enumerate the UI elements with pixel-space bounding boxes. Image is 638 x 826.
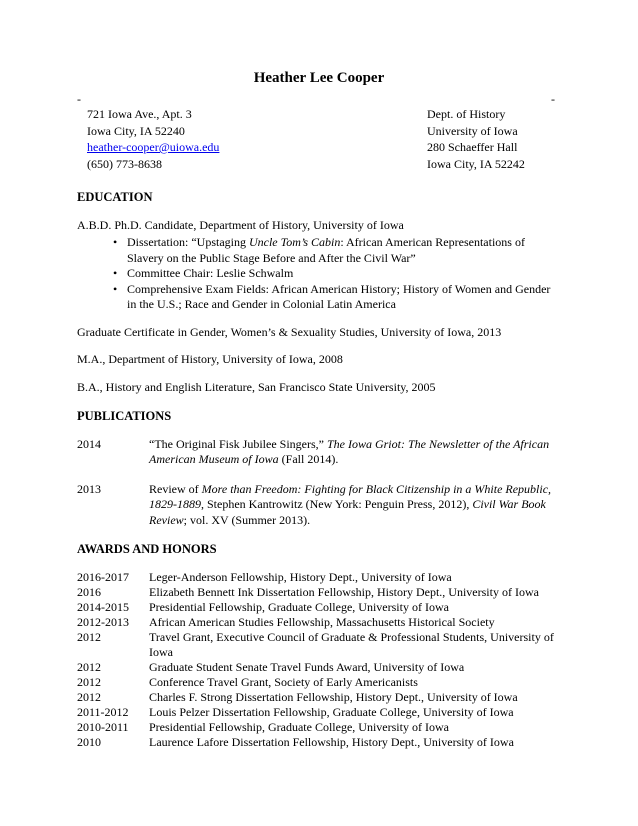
publication-text: Review of More than Freedom: Fighting for Black Citizenship in a White Republic, 1829-1889, Stephen Kantrowitz (New York: Penguin Press, 2012), Civil War Book Review; vol. XV (Summer 2013). xyxy=(149,481,552,527)
publication-row xyxy=(77,482,557,529)
award-row xyxy=(77,570,557,585)
certificate-entry: Graduate Certificate in Gender, Women’s & Sexuality Studies, University of Iowa, 2013 xyxy=(77,324,502,339)
award-row xyxy=(77,705,557,720)
award-year: 2012-2013 xyxy=(77,614,129,629)
award-row xyxy=(77,675,557,690)
award-row xyxy=(77,630,557,660)
office-city: Iowa City, IA 52242 xyxy=(427,156,525,171)
award-row xyxy=(77,660,557,675)
award-text: Louis Pelzer Dissertation Fellowship, Graduate College, University of Iowa xyxy=(149,704,514,719)
award-text: Leger-Anderson Fellowship, History Dept., University of Iowa xyxy=(149,569,452,584)
awards-heading: AWARDS AND HONORS xyxy=(77,542,217,556)
award-text: Graduate Student Senate Travel Funds Award, University of Iowa xyxy=(149,659,465,674)
award-year: 2012 xyxy=(77,674,101,689)
phd-entry: A.B.D. Ph.D. Candidate, Department of History, University of Iowa xyxy=(77,217,404,232)
phone-number: (650) 773-8638 xyxy=(87,156,162,171)
left-header-mark: - xyxy=(77,92,81,106)
home-street: 721 Iowa Ave., Apt. 3 xyxy=(87,107,192,121)
ba-entry: B.A., History and English Literature, San Francisco State University, 2005 xyxy=(77,379,436,394)
publication-year: 2013 xyxy=(77,481,101,496)
award-year: 2011-2012 xyxy=(77,704,129,719)
award-year: 2012 xyxy=(77,629,101,644)
award-row xyxy=(77,615,557,630)
office-university: University of Iowa xyxy=(427,123,518,138)
award-row xyxy=(77,735,557,750)
cv-body xyxy=(77,190,557,750)
award-row xyxy=(77,585,557,600)
award-text: Conference Travel Grant, Society of Early Americanists xyxy=(149,674,418,689)
award-year: 2016-2017 xyxy=(77,569,129,584)
award-year: 2014-2015 xyxy=(77,599,129,614)
home-address-block xyxy=(87,106,219,172)
office-address-block xyxy=(427,106,525,172)
office-hall: 280 Schaeffer Hall xyxy=(427,140,518,154)
award-row xyxy=(77,600,557,615)
award-year: 2016 xyxy=(77,584,101,599)
award-text: Elizabeth Bennett Ink Dissertation Fellowship, History Dept., University of Iowa xyxy=(149,584,539,599)
award-text: Laurence Lafore Dissertation Fellowship, History Dept., University of Iowa xyxy=(149,734,514,749)
cv-name: Heather Lee Cooper xyxy=(253,70,385,86)
exam-fields-item: • Comprehensive Exam Fields: African American History; History of Women and Gender in the U.S.; Race and Gender in Colonial Latin America xyxy=(127,282,557,313)
publications-heading: PUBLICATIONS xyxy=(77,409,172,423)
award-year: 2010 xyxy=(77,734,101,749)
award-row xyxy=(77,690,557,705)
office-dept: Dept. of History xyxy=(427,107,506,121)
award-text: Presidential Fellowship, Graduate College, University of Iowa xyxy=(149,599,449,614)
award-year: 2012 xyxy=(77,659,101,674)
committee-chair-item: • Committee Chair: Leslie Schwalm xyxy=(127,266,557,282)
dissertation-item: • Dissertation: “Upstaging Uncle Tom’s Cabin: African American Representations of Slavery on the Public Stage Before and After the Civil War” xyxy=(127,235,557,266)
award-text: Presidential Fellowship, Graduate College, University of Iowa xyxy=(149,719,449,734)
award-row xyxy=(77,720,557,735)
phd-details-list xyxy=(77,235,557,313)
award-text: Travel Grant, Executive Council of Graduate & Professional Students, University of Iowa xyxy=(149,629,554,659)
ma-entry: M.A., Department of History, University of Iowa, 2008 xyxy=(77,352,343,366)
publication-text: “The Original Fisk Jubilee Singers,” The Iowa Griot: The Newsletter of the African American Museum of Iowa (Fall 2014). xyxy=(149,436,550,466)
publication-row xyxy=(77,437,557,468)
award-text: African American Studies Fellowship, Massachusetts Historical Society xyxy=(149,614,495,629)
dissertation-title-italic: Uncle Tom’s Cabin xyxy=(248,235,341,249)
home-city: Iowa City, IA 52240 xyxy=(87,123,185,138)
award-year: 2010-2011 xyxy=(77,719,129,734)
award-text: Charles F. Strong Dissertation Fellowship, History Dept., University of Iowa xyxy=(149,689,518,704)
publication-year: 2014 xyxy=(77,436,101,451)
education-heading: EDUCATION xyxy=(77,190,153,204)
email-link[interactable]: heather-cooper@uiowa.edu xyxy=(87,140,220,154)
right-header-mark: - xyxy=(551,92,555,106)
award-year: 2012 xyxy=(77,689,101,704)
